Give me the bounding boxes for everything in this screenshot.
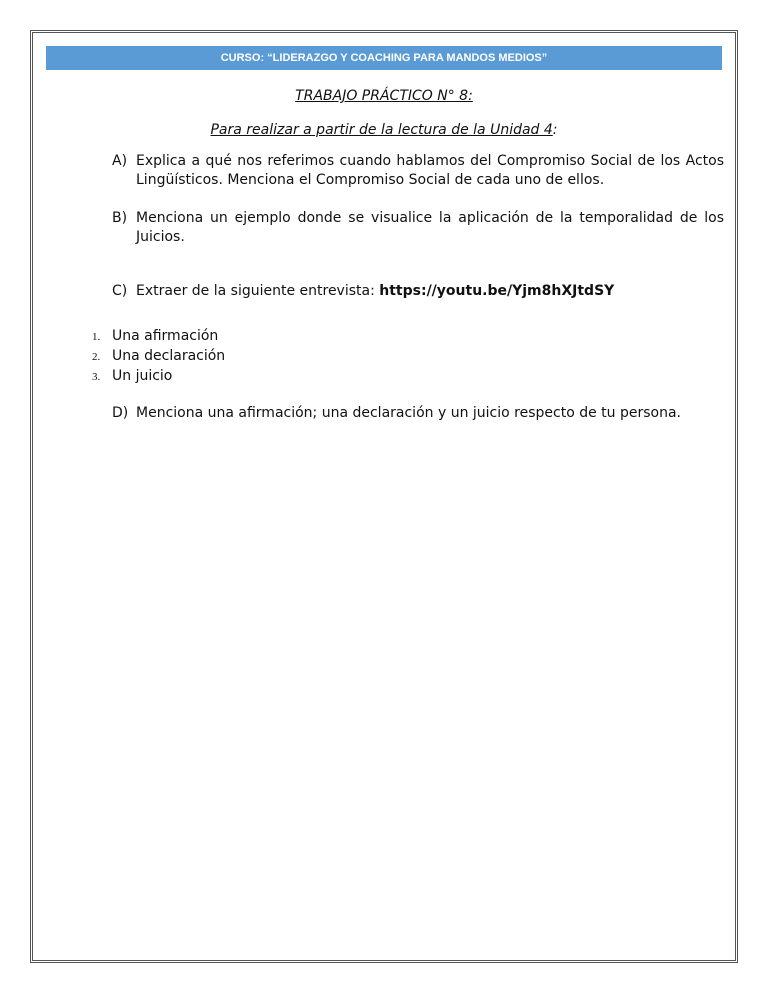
question-b <box>112 209 724 247</box>
assignment-title <box>0 88 768 104</box>
interview-link[interactable]: https://youtu.be/Yjm8hXJtdSY <box>379 283 615 299</box>
list-item-text: Un juicio <box>112 368 173 384</box>
question-b-text: Menciona un ejemplo donde se visualice la aplicación de la temporalidad de los Juicios. <box>136 210 724 245</box>
list-item-text: Una declaración <box>112 348 226 364</box>
question-a <box>112 152 724 190</box>
list-item <box>92 346 225 366</box>
question-a-marker: A) <box>112 153 128 169</box>
extraction-list <box>92 326 225 386</box>
assignment-subtitle-text: Para realizar a partir de la lectura de la Unidad 4 <box>210 122 553 138</box>
question-a-text: Explica a qué nos referimos cuando hablamos del Compromiso Social de los Actos Lingüísticos. Menciona el Compromiso Social de cada uno de ellos. <box>136 153 724 188</box>
question-d-text: Menciona una afirmación; una declaración y un juicio respecto de tu persona. <box>136 405 681 421</box>
list-item-number: 1. <box>92 331 101 343</box>
list-item-number: 3. <box>92 371 101 383</box>
list-item <box>92 326 225 346</box>
list-item <box>92 366 225 386</box>
assignment-title-text: TRABAJO PRÁCTICO N° 8: <box>295 88 473 104</box>
assignment-subtitle-suffix: : <box>552 122 558 138</box>
question-c-marker: C) <box>112 283 128 299</box>
course-title: CURSO: “LIDERAZGO Y COACHING PARA MANDOS MEDIOS” <box>220 52 548 64</box>
list-item-number: 2. <box>92 351 101 363</box>
question-c-text: Extraer de la siguiente entrevista: <box>136 283 380 299</box>
course-header-bar <box>46 46 722 70</box>
list-item-text: Una afirmación <box>112 328 219 344</box>
question-d <box>112 404 724 423</box>
assignment-subtitle <box>0 122 768 138</box>
question-b-marker: B) <box>112 210 128 226</box>
question-d-marker: D) <box>112 405 129 421</box>
question-c <box>112 282 724 301</box>
